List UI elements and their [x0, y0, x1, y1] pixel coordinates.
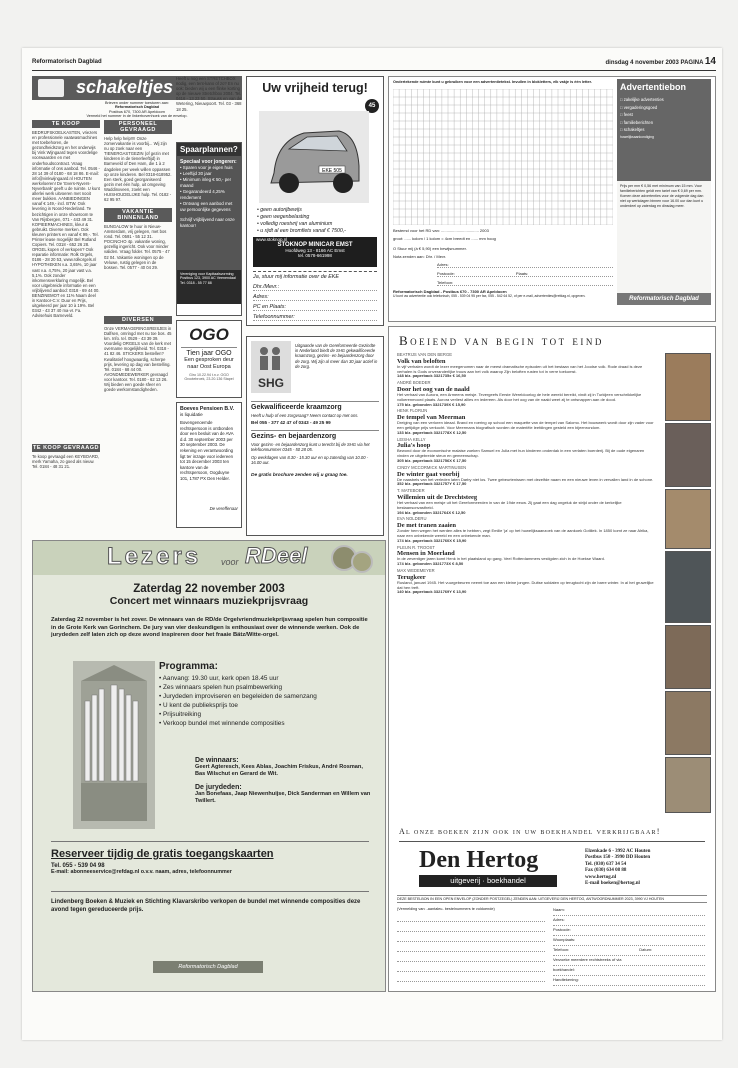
book-author: ANDRÉ BOEDER — [397, 380, 431, 386]
te-koop-gevraagd-text: Te koop gevraagd een KEYBOARD, merk Yamaha, zo goed als nieuw. Tel. 0184 - 48 31 21. — [32, 454, 100, 470]
winnaars — [195, 757, 371, 805]
page-header — [32, 56, 716, 68]
den-hertog-address: Elzenkade 6 - 3992 AC Houten Postbus 150 - 3990 DD Houten Tel. (030) 637 34 54 Fax (030) 634 08 88 www.hertog.nl E-mail boeken@hertog.nl — [585, 849, 651, 887]
order-left — [397, 907, 545, 985]
lezers-rdeel-ad — [32, 540, 386, 992]
lezers-voor: voor — [221, 557, 239, 567]
spaar-body: Speciaal voor jongeren: • Sparen voor je eigen huis • Leeftijd 30 jaar • Minimum inleg € 50,- per maand • Gegarandeerd 4,25% rendement • Ontvang een aanbod met uw persoonlijke gegevens Schrijf vrijblijvend naar onze kantoor! — [177, 156, 241, 270]
organ-image — [73, 661, 155, 829]
shg-text-gezinszorg: Voor gezins- en bejaardenzorg kunt u terecht bij de SHG via het telefoonnummer 0345 - 50 28 05. — [251, 442, 370, 453]
lezers-intro: Zaterdag 22 november is het zover. De winnaars van de RD/de Orgelvriendmuziekprijsvraag spelen hun compositie in de Grote Kerk van Gorinchem. De jury van vier deskundigen is enthousiast over de winnende werken. Ook de jurydeden zelf laten zich op deze avond inspireren door het fraaie Bätz/Witte-orgel. — [51, 617, 368, 639]
book-author: T. MATEBOER — [397, 488, 425, 494]
coin-icon — [351, 551, 373, 573]
den-hertog-ad — [388, 326, 716, 992]
spaarplannen-ad — [176, 142, 242, 316]
order-line[interactable] — [397, 945, 545, 952]
advertentiebon — [388, 76, 716, 322]
book-price: 148 blz. paperback 3321735x € 16,50 — [397, 373, 466, 379]
uitgeverij-tag: uitgeverij · boekhandel — [419, 875, 557, 887]
header-rule — [32, 70, 716, 71]
bon-sidebar-top — [617, 79, 711, 181]
book-price: 194 blz. gebonden 3321764X € 12,50 — [397, 509, 466, 515]
vrijheid-bullets — [257, 207, 377, 235]
book-item — [397, 517, 655, 543]
ogo-line: Tien jaar OGO — [186, 350, 232, 357]
book-item — [397, 569, 655, 595]
order-line[interactable] — [397, 925, 545, 932]
book-price: 352 blz. paperback 3321757Y € 17,50 — [397, 481, 467, 487]
book-author: MAX WEDEMEYER — [397, 567, 435, 573]
bon-nota: Nota zenden aan: Dhr. / Mevr. — [393, 254, 447, 259]
book-author: HENK FLORIJN — [397, 408, 428, 414]
book-author: CINDY MCCORMICK MARTINUSEN — [397, 464, 467, 470]
book-text: Het verhaal van een meisje uit het Gereformeerden in van de 19de eeuw. Zij gaat een dag ongeluk de strijd onder de kerkelijke bestaansonvastheid. — [397, 500, 622, 510]
order-line[interactable] — [397, 915, 545, 922]
bon-addr: Reformatorisch Dagblad - Postbus 670 - 7300 AR Apeldoorn — [393, 289, 507, 294]
book-price: 174 blz. paperback 3321760X € 15,90 — [397, 537, 467, 543]
programma-list — [159, 674, 373, 728]
bon-type-list — [620, 96, 708, 141]
order-adres[interactable]: Adres: — [553, 917, 705, 926]
dealer-name: STOKNOP MINICAR EMST — [277, 242, 353, 248]
order-line[interactable] — [397, 965, 545, 972]
link-icon — [38, 79, 64, 97]
order-right — [553, 907, 705, 986]
book-price: 305 blz. paperback 3321756X € 17,50 — [397, 457, 467, 463]
bon-checkbox[interactable]: O Stuur mij (à € 5,90) een bewijsnummer. — [393, 246, 467, 251]
spaar-item: • Gegarandeerd 4,25% rendement — [180, 189, 225, 200]
ogo-small: Giro 10.22.94 t.n.v. OGO — [189, 373, 229, 377]
vakantie-text: BUNGALOW te huur in Nieuw-Amsterdam, vrij gelegen, met bos rond. Tel. 0591 - 55 12 31. POCINCHO 4p. vakantie woning, gezellig ingericht. Ook voor minder validen. Vraag folder. Tel. 0575 - 47 02 04. Vakantie woningen op de Veluwe, rustig gelegen in de bossen. Tel. 0577 - 40 04 29. — [104, 224, 170, 270]
jury-title: De jurydeden: — [195, 784, 242, 791]
shg-logo: SHG — [257, 376, 284, 390]
shg-heading-gezinszorg: Gezins- en bejaardenzorg — [251, 430, 379, 440]
order-intro: DEZE BESTELBON IN EEN OPEN ENVELOP (ZONDER POSTZEGEL) ZENDEN AAN: UITGEVERIJ DEN HERTOG, ANTWOORDNUMMER 2023, 3990 VJ HOUTEN — [397, 895, 707, 903]
books-title: Boeiend van begin tot eind — [399, 333, 604, 348]
book-cover[interactable] — [665, 757, 711, 813]
shg-ad — [246, 336, 384, 536]
programma — [159, 661, 373, 728]
den-hertog-logo: Den Hertog — [419, 847, 539, 873]
section-vakantie: VAKANTIE BINNENLAND — [104, 208, 172, 222]
vrijheid-bullet: • geen wegenbelasting — [257, 214, 310, 220]
book-author: EVA NOLDERU — [397, 516, 427, 522]
shg-text-kraamzorg: Heeft u hulp of een zorgvraag? Neem contact op met ons. — [251, 413, 359, 418]
shg-body — [251, 401, 379, 478]
reserve-email[interactable]: E-mail: abonneeservice@refdag.nl o.v.v. naam, adres, telefoonnummer — [51, 869, 232, 875]
book-price: 140 blz. paperback 3321769Y € 13,90 — [397, 589, 467, 595]
diversen-text: Onze VERMAGERINGSREISJES in Dalfsen, omringd met nu toe bos. 45 km. Info. tel. 0529 - 43 39 39. Voordelig ORGELS van de kerk met overname mogelijkheid. Tel. 0318 - 41 82 46. STICKERS bestellen? Kwalitatief hoogwaardig, scherpe prijs, levering op dag van bestelling. Tel. 0184 - 68 44 00. AVONDMEDEWERKER gevraagd voor kantoor. Tel. 0180 - 62 13 26. Wij bieden een goede sfeer en goede werkomstandigheden. — [104, 326, 172, 393]
spaar-title: Spaarplannen? — [177, 143, 241, 156]
vrijheid-bullet: • geen autorijbewijs — [257, 207, 302, 213]
book-author: PLEUN R. TROOST — [397, 544, 435, 550]
paper-name: Reformatorisch Dagblad — [32, 59, 102, 65]
dealer-addr: Hoofdweg 13 - 8166 AC Emst — [285, 248, 345, 253]
book-item — [397, 409, 655, 435]
book-cover[interactable] — [665, 625, 711, 689]
bon-type[interactable]: □ familieberichten — [620, 119, 654, 125]
book-title: De tempel van Meerman — [397, 414, 466, 422]
book-cover[interactable] — [665, 353, 711, 421]
bon-type[interactable]: □ zakelijke advertenties — [620, 97, 664, 102]
order-boekhandel[interactable]: boekhandel: — [553, 967, 705, 976]
personeel-text: Help help help!!!! Onze zomervakantie is voorbij... Wij zijn nu op zoek naar een TIENERGASTGEZIN (of gezin met kinderen in de tienerleeftijd) in Barneveld of Den Ham, die 1 à 2 dagdelen per week willen oppassen op onze kinderen. Bel 0318-618952. Een sterk, goed georganiseerd gezin met één hulp, uit omgeving Waddinxveen, zoekt een HUISHOUDELIJKE hulp. Tel. 0182 - 62 95 97. — [104, 136, 172, 203]
book-cover[interactable] — [665, 551, 711, 623]
schakeltjes-logo: schakeltjes — [76, 77, 174, 97]
bon-bestemd[interactable]: Bestemd voor het RD van: .................................. 2003 — [393, 228, 489, 233]
shg-foot: De gratis brochure zenden wij u graag toe. — [251, 473, 348, 479]
winnaars-names: Geert Agteresch, Kees Ablas, Joachim Friskus, André Rosman, Bas Wilschut en Gerard de Wit. — [195, 764, 363, 777]
book-title: Door het oog van de naald — [397, 385, 470, 393]
order-line[interactable] — [397, 955, 545, 962]
book-title: Terugkeer — [397, 573, 426, 581]
order-line[interactable] — [397, 975, 545, 982]
vrijheid-ad — [246, 76, 384, 326]
programma-item: • Aanvang: 19.30 uur, kerk open 18.45 uur — [159, 675, 279, 682]
book-title: Volk van beloften — [397, 357, 446, 365]
bon-title: Advertentiebon — [620, 82, 687, 92]
book-price: 133 blz. paperback 3321778X € 12,50 — [397, 429, 467, 435]
info-form — [253, 271, 377, 321]
form-field-phone[interactable]: Telefoonnummer: — [253, 314, 377, 321]
book-text: Bewond door de economische malaise zoeken Samuel en Julia met hun kinderen onderdak in een verlaten boerderij. Bij de oude eigenaren vinden ze uitgebreide steun en gemeenschap. — [397, 449, 645, 459]
boeves-sign: De vereffenaar — [209, 506, 238, 511]
shg-logo-block — [251, 341, 291, 393]
schakeltjes-intro: Brieven onder nummer toesturen aan: Reformatorisch Dagblad Postbus 670, 7300 AR Apeldoorn Vermeld het nummer in de linkerbovenhoek van de envelop. — [86, 101, 188, 118]
vrijheid-bullet: • volledig roestvrij van aluminium — [257, 221, 333, 227]
newspaper-page — [22, 48, 722, 1040]
rd-logo: Reformatorisch Dagblad — [153, 961, 263, 973]
book-cover[interactable] — [665, 423, 711, 487]
order-handtekening[interactable]: Handtekening: — [553, 977, 705, 986]
book-title: Mensen in Moerland — [397, 550, 455, 558]
book-cover[interactable] — [665, 489, 711, 549]
book-text: Zonder hem wegen het werden alles te hebben, zegt Emilie 'ja' op het huwelijksaanzoek van de aankoek Gotiliek. In 1850 komt ze naar Alrika, naar een onbekende wereld en een onbekende man. — [397, 529, 649, 538]
shg-phone: Bel 055 - 377 42 47 of 0343 - 49 25 99 — [251, 420, 331, 426]
order-postcode[interactable]: Postcode: — [553, 927, 705, 936]
letter-grid[interactable] — [393, 89, 613, 225]
book-text: Rusland, januari 1945. Het vuurgebeuren neemt toe aan een kleine jongen. Duitse soldaten op terugtocht zijn de barre winter. In al het gruwelijke dat hen treft. — [397, 580, 654, 590]
book-author: BEATRIJS VAN DEN BERGE — [397, 352, 452, 357]
book-text: Het verhaal van Aurora, een Armeens meisje. Tevergeefs Eerste Wereldoorlog de hele wereld bereikt, vindt zij in Turkijeen verschrikkelijke volkerenmoord plaats. Aurora verliest allies en iedereen. Als door het oog van de naald weet zij te ontsnappen aan de dood. — [397, 392, 642, 402]
spaar-org: Vereniging voor Kapitaalsvorming Postbus 123, 3900 AC Veenendaal Tel. 0318 - 55 77 88 — [177, 270, 241, 304]
dealer-phone: tel. 0578-661998 — [298, 253, 332, 258]
ogo-small: Grootebroek, 23.20.136 Stapel — [184, 377, 234, 381]
shg-text: Uitgaande van de Gereformeerde Gezindte in Nederland biedt de SHG gekwalificeerde kraamzorg, gezins- en bejaardenzorg door de zorg. Wij zijn al meer dan 30 jaar actief in de zorg. — [295, 343, 378, 369]
bon-type[interactable]: □ vergaderingsgoed — [620, 104, 658, 110]
bon-grootte[interactable]: groot: ...... kolom / 1 kolom = 4cm breedt en ...... mm hoog — [393, 236, 496, 241]
ogo-line: Een gesproken deur naar Oost Europa — [184, 357, 234, 370]
book-item — [397, 489, 655, 515]
book-text: In de zeventiger jaren komt Henk in het plaatsland op gang. Veel Rotterdammers vestigden zich in de Hoekse Waard. — [397, 557, 605, 562]
programma-item: • U kent de publieksprijs toe — [159, 702, 238, 709]
books-allen: Al onze boeken zijn ook in uw boekhandel verkrijgbaar! — [399, 827, 661, 836]
lezers-banner — [33, 541, 385, 575]
schakeltjes-col-2 — [104, 120, 172, 496]
letter-grid-svg[interactable] — [393, 89, 613, 225]
te-koop-text: BEDRIJFSKOELKASTEN, vriezers en professionele vaatwasmachines met toebehoren, de gezondheidszorg en het onderwijs bij Vink Wijngaard tegen voordelige voorwaarden en met onderhoudscontract. Vraag informatie of ons aanbod. Tel. 0546 - 28 14 39 of 0180 - 68 18 86. E-mail: info@vinkwijngaard.nl HOUTEN werkvloeren! De 'Evers-Nyvers-Nyverbank' geeft u de ruimte. U kunt allerlei werk uitvoeren met nooit meer bukken. AANBIEDINGEN vanaf € 149,- incl. BTW. Ook levering in Noord-Nederland. Te bezichtigen in onze showroom te Van Rijsbergen, 071 - 443 49 31. KOPIEERMACHINES, kleur & gebruikt. Diverse merken. Ook kleuren printers en vanaf € 99,-. Tel. Printer lease mogelijk! Bel Rutland Copiers. Tel. 0318 - 652 26 28. ORGEL kopen of verkopen? Ook reparatie informatie: Rolk Orgels, 0186 - 28 20 53, www.rolkorgels.nl HYPOTHEKEN v.a. 3,65%, 10 jaar vast v.a. 4,75%, 20 jaar vast v.a. 5,1%. Ook zonder inkomensverklaring mogelijk. Bel voor uitgebreide informatie en een vrijblijvend aanbod: 0318 - 69 44 00. BENZINEMOT en 11% Naam deel in Kantoor-C.V. Duur en Prijs, uitgekeerd per jaar 10 à 19%. Bel 0342 - 43 37 40 ma-vr. Fa. Advisehuis Barneveld. — [32, 130, 100, 319]
concert-date: Zaterdag 22 november 2003 — [133, 583, 285, 595]
order-woonplaats[interactable]: Woonplaats: — [553, 937, 705, 946]
programma-item: • Zes winnaars spelen hun psalmbewerking — [159, 684, 283, 691]
bon-addr2: U kunt uw advertentie ook telefonisch, 055 - 539 04 95 per fax, 055 - 542 64 52, of per e-mail, advertenties@refdag.nl, opgeven. — [393, 294, 586, 298]
book-cover[interactable] — [665, 691, 711, 755]
book-item — [397, 381, 655, 407]
book-item — [397, 353, 655, 379]
book-title: De winter gaat voorbij — [397, 470, 460, 478]
programma-item: • Prijsuitreiking — [159, 711, 202, 718]
boeves-title: Boeves Pensioen B.V. — [180, 406, 235, 412]
vrijheid-title: Uw vrijheid terug! — [262, 81, 368, 95]
schakeltjes-col-1 — [32, 120, 100, 490]
dealer-block — [253, 237, 377, 267]
age-badge: 45 — [365, 99, 379, 113]
page-date: dinsdag 4 november 2003 PAGINA 14 — [605, 56, 716, 67]
book-author: LEISHA KELLY — [397, 436, 426, 442]
col3-text: Heeft u nog een STRETCHBOX nodig, een tent-kano of zo? En nu ook: bieden wij u een flinke korting op de nieuwe Stretchbox 2004. Tel. 0416 - 13 23 50. Strauss en van de Wetering, Nieuwpoort. Tel. 03 - 368 18 25. — [176, 76, 242, 112]
order-naam[interactable]: Naam: — [553, 907, 705, 916]
bon-type[interactable]: □ feest — [620, 112, 633, 117]
boeves-ad — [176, 402, 242, 528]
boeves-sub: is liquidatie — [180, 412, 203, 417]
minicar-image — [259, 111, 369, 203]
spaar-item: • Ontvang een aanbod met uw persoonlijke gegevens — [180, 201, 233, 212]
shg-text-hours: Op werkdagen van 8.30 - 15.30 uur en op zaterdag van 10.00 - 16.00 uur. — [251, 454, 369, 465]
book-item — [397, 466, 655, 487]
jury-names: Jan Bonefaas, Jaap Niewenhuijse, Dick Sanderman en Willem van Twillert. — [195, 791, 371, 804]
book-price: 175 blz. gebonden 3321739X € 15,90 — [397, 401, 466, 407]
section-te-koop: TE KOOP — [32, 120, 100, 128]
bon-intro: Ondertekende ruimte kunt u gebruiken voor een advertentietekst. Invullen in blokletters, elk vakje is één letter. — [393, 80, 592, 84]
reserve-title: Reserveer tijdig de gratis toegangskaarten — [51, 848, 274, 860]
book-text: In vijf verhalen wordt de lezer meegenomen naar de meest dramatische episoden uit het bestaan van het Joodse volk. Rode draad is deze verhalen is Gods onveranderlijke trouw aan het volk waarop Zijn beloften rusten tot in verre toekomst. — [397, 364, 643, 374]
programma-item: • Jurydeden improviseren en begeleiden de samenzang — [159, 693, 317, 700]
section-te-koop-gevraagd: TE KOOP GEVRAAGD — [33, 445, 99, 451]
form-field-city[interactable]: PC en Plaats: — [253, 304, 377, 311]
ogo-logo: OGO — [189, 325, 229, 344]
family-icon — [256, 345, 286, 371]
bon-logo: Reformatorisch Dagblad — [617, 293, 711, 305]
schakeltjes-col-3 — [176, 76, 242, 528]
book-price: 174 blz. gebonden 3321773X € 8,50 — [397, 561, 464, 567]
reserve-phone: Tel. 055 - 539 04 98 — [51, 863, 105, 869]
section-personeel: PERSONEEL GEVRAAGD — [104, 120, 172, 134]
order-line[interactable] — [397, 935, 545, 942]
form-field-name[interactable]: Dhr./Mevr.: — [253, 284, 377, 291]
order-telefoon[interactable]: Telefoon: Datum: — [553, 947, 705, 956]
bon-price-text: Prijs per mm € 0,56 met minimum van 15 mm. Voor familieberichten geldt een tarief van € 0,69 per mm. Komen deze advertenties voor de volgende dag dan niet op werkdagen binnen voor 16.00 uur dan kunt u onderdeel op zaterdag en dinsdag meer. — [617, 181, 711, 293]
organ-icon — [73, 661, 155, 829]
vrijheid-bullet: • u rijdt al een bromfiets vanaf € 7500,- — [257, 228, 346, 234]
spaar-item: • Leeftijd 30 jaar — [180, 171, 212, 176]
lezers-foot: Lindenberg Boeken & Muziek en Stichting Klavarskribo verkopen de bundel met winnende composities deze avond tegen gereduceerde prijs. — [51, 891, 369, 914]
ogo-ad — [176, 320, 242, 398]
order-verzoek[interactable]: Verzoeke meerdere rechtstreeks of via — [553, 957, 705, 966]
rdeel-title: RDeel — [245, 543, 308, 568]
book-title: Julia's hoop — [397, 442, 431, 450]
books-list — [397, 353, 655, 597]
order-cols-hint: (Vermelding van: -aantaleu- bestelnummers te voldoende) — [397, 907, 495, 911]
concert-title: Concert met winnaars muziekprijsvraag — [109, 595, 309, 607]
form-title: Ja, stuur mij informatie over de EKE — [253, 271, 377, 280]
spaar-item: • Minimum inleg € 50,- per maand — [180, 177, 232, 188]
section-diversen: DIVERSEN — [104, 316, 172, 324]
book-text: De naasbels van het verleden laten Darby niet los. Twee gebeurtenissen met dezelfde naam en een nieuwe leven in vervallen land in de schone. — [397, 477, 654, 482]
form-field-address[interactable]: Adres: — [253, 294, 377, 301]
bon-adres[interactable]: Adres: — [437, 261, 613, 268]
book-title: De met tranen zaaien — [397, 522, 457, 530]
bon-fields — [393, 227, 613, 298]
book-item — [397, 438, 655, 464]
shg-heading-kraamzorg: Gekwalificeerde kraamzorg — [251, 401, 379, 411]
spaar-item: • Sparen voor je eigen huis — [180, 165, 233, 170]
book-item — [397, 546, 655, 567]
programma-title: Programma: — [159, 661, 218, 672]
reserve-block — [51, 841, 369, 875]
bon-sidebar — [617, 79, 711, 319]
book-text: Dreiging van een verloren ideaal. Brand en roering op school een maquette van de tempel van Salomo. Het bouwwerk wordt door zijn vader voor een getijdige prijs verkocht. Voor Meermans biografisch worden de materiële leefdingen gesteld een bijeenrondom. — [397, 421, 654, 430]
plate-text: EKE 505 — [322, 168, 342, 174]
divider — [399, 841, 705, 842]
lezers-headings — [33, 583, 385, 607]
bon-type[interactable]: □ schakeltjes — [620, 127, 645, 132]
dealer-url[interactable]: www.stoknop.nl — [256, 237, 288, 242]
bon-postcode-row[interactable]: Postcode: Plaats: — [437, 270, 613, 277]
winnaars-title: De winnaars: — [195, 757, 239, 764]
lezers-title: Lezers — [107, 543, 202, 570]
book-title: Willemien uit de Drechtsteeg — [397, 493, 478, 501]
programma-item: • Verkoop bundel met winnende composities — [159, 720, 285, 727]
bon-telefoon[interactable]: Telefoon: — [437, 279, 613, 286]
bon-type-note: huwelijksaankondiging — [620, 134, 654, 139]
boeves-text: Bovengenoemde rechtspersoon is ontbonden door een besluit van de AVA d.d. 30 september 2003 per 30 september 2003. De rekening en verantwoording ligt ter inzage voor iedereen tot 15 december 2003 ten kantore van de rechtspersoon, Oogduyne 101, 1787 PX Den Helder. — [180, 420, 234, 481]
